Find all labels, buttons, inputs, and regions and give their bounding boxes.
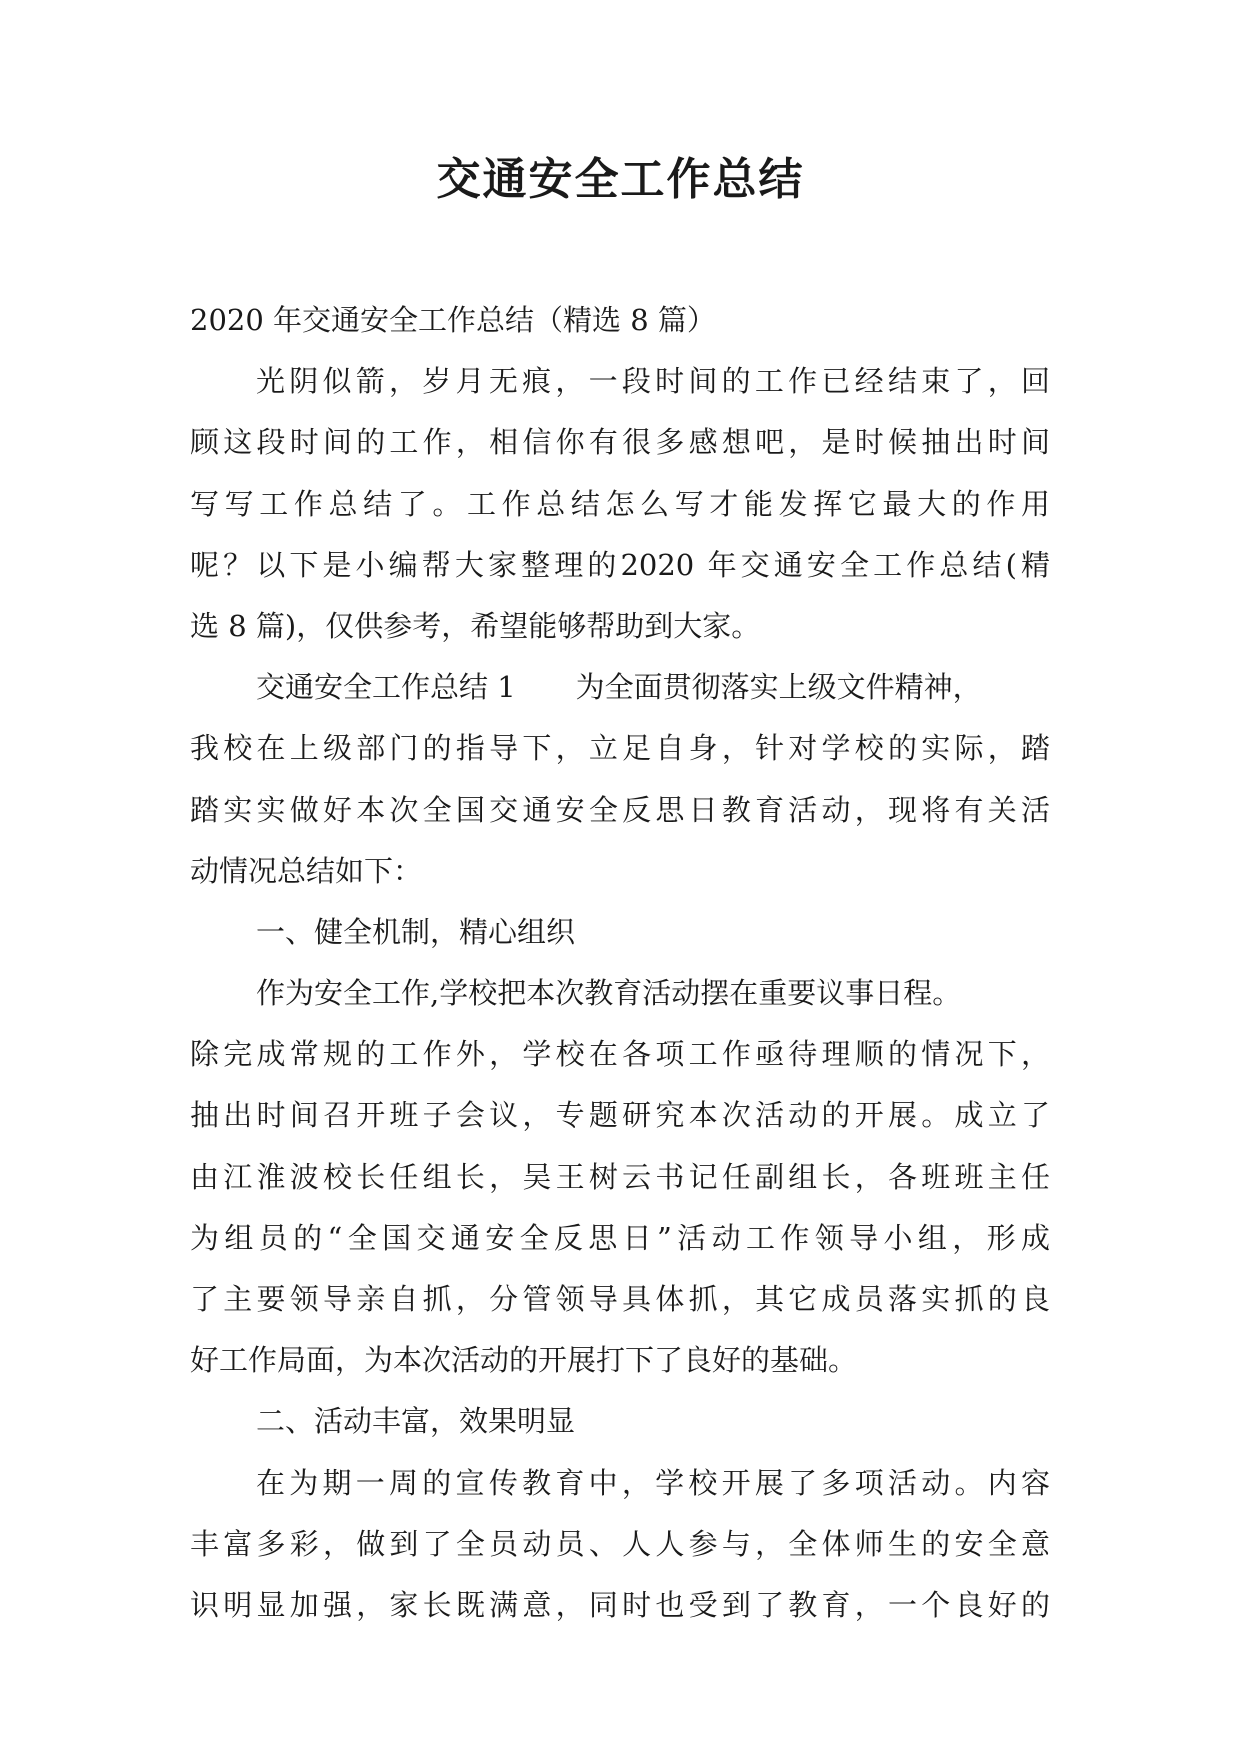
para2-line: 在为期一周的宣传教育中，学校开展了多项活动。内容	[256, 1465, 1050, 1500]
para1-line: 由江淮波校长任组长，吴王树云书记任副组长，各班班主任	[190, 1159, 1050, 1194]
section1-line: 踏实实做好本次全国交通安全反思日教育活动，现将有关活	[190, 792, 1050, 827]
para1-line: 为组员的“全国交通安全反思日”活动工作领导小组，形成	[190, 1220, 1050, 1255]
para1-line: 除完成常规的工作外，学校在各项工作亟待理顺的情况下，	[190, 1037, 1050, 1072]
heading-2: 二、活动丰富，效果明显	[256, 1404, 576, 1439]
para1-line: 抽出时间召开班子会议，专题研究本次活动的开展。成立了	[190, 1098, 1050, 1133]
document-body	[190, 290, 1050, 1636]
para1-line: 作为安全工作,学校把本次教育活动摆在重要议事日程。	[256, 976, 962, 1011]
intro-line: 选 8 篇)，仅供参考，希望能够帮助到大家。	[190, 608, 761, 643]
heading-1: 一、健全机制，精心组织	[256, 914, 576, 949]
intro-line: 光阴似箭，岁月无痕，一段时间的工作已经结束了，回	[256, 364, 1050, 399]
section1-heading: 交通安全工作总结 1	[256, 670, 516, 705]
section1-lead-text: 为全面贯彻落实上级文件精神，	[575, 670, 982, 705]
intro-line: 呢？以下是小编帮大家整理的2020 年交通安全工作总结(精	[190, 547, 1050, 582]
section1-first-line	[190, 657, 1050, 718]
intro-line: 顾这段时间的工作，相信你有很多感想吧，是时候抽出时间	[190, 425, 1050, 460]
para1-line: 了主要领导亲自抓，分管领导具体抓，其它成员落实抓的良	[190, 1282, 1050, 1316]
intro-line: 写写工作总结了。工作总结怎么写才能发挥它最大的作用	[190, 486, 1050, 521]
section1-line: 动情况总结如下：	[190, 853, 423, 888]
para1-line: 好工作局面，为本次活动的开展打下了良好的基础。	[190, 1343, 858, 1378]
section1-line: 我校在上级部门的指导下，立足自身，针对学校的实际，踏	[190, 731, 1050, 766]
para2-line: 识明显加强，家长既满意，同时也受到了教育，一个良好的	[190, 1587, 1050, 1622]
document-subtitle: 2020 年交通安全工作总结（精选 8 篇）	[190, 303, 716, 337]
para2-line: 丰富多彩，做到了全员动员、人人参与，全体师生的安全意	[190, 1526, 1050, 1561]
document-title: 交通安全工作总结	[436, 154, 805, 205]
